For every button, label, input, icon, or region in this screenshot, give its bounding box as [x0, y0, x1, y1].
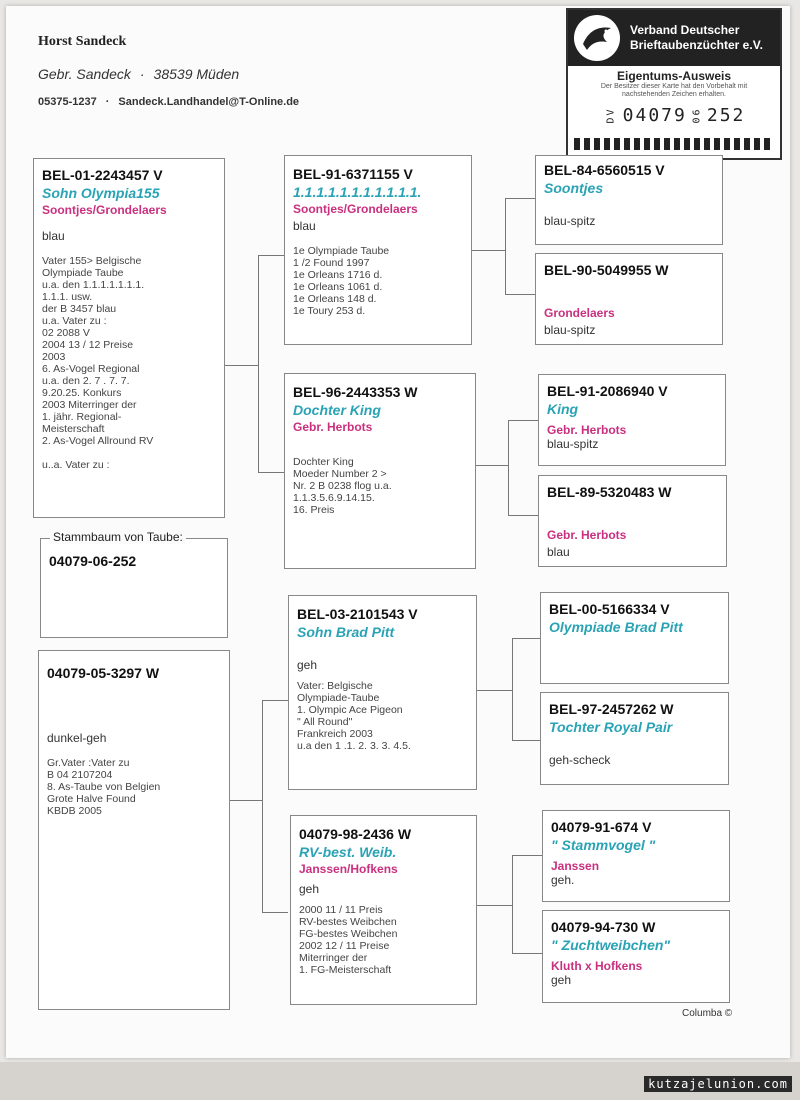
mmm-color: geh [551, 973, 572, 987]
mfm-color: geh-scheck [549, 753, 611, 767]
fm-card [284, 373, 476, 569]
owner-name: Horst Sandeck [38, 34, 127, 49]
mff-ring: BEL-00-5166334 V [549, 601, 670, 617]
badge-org-line2: Brieftaubenzüchter e.V. [630, 38, 763, 52]
owner-contact: 05375-1237 · Sandeck.Landhandel@T-Online.de [38, 96, 300, 108]
connector [477, 905, 512, 906]
connector [262, 700, 263, 912]
fmm-breeder: Gebr. Herbots [547, 528, 627, 542]
connector [505, 198, 535, 199]
connector [512, 638, 540, 639]
badge-ring-number [568, 105, 780, 126]
connector [262, 700, 288, 701]
connector [512, 855, 542, 856]
ff-notes: 1e Olympiade Taube 1 /2 Found 1997 1e Orleans 1716 d. 1e Orleans 1061 d. 1e Orleans 148 d. 1e Toury 253 d. [293, 245, 390, 317]
connector [512, 855, 513, 953]
fm-ring: BEL-96-2443353 W [293, 384, 418, 400]
father-notes: Vater 155> Belgische Olympiade Taube u.a. den 1.1.1.1.1.1.1. 1.1.1. usw. der B 3457 blau u.a. Vater zu : 02 2088 V 2004 13 / 12 Preise 2003 6. As-Vogel Regional u.a. den 2. 7 . 7. 7. 9.20.25. Konkurs 2003 Miterringer der 1. jähr. Regional- Meisterschaft 2. As-Vogel Allround RV u..a. Vater zu : [42, 255, 154, 471]
connector [505, 294, 535, 295]
father-color: blau [42, 229, 65, 243]
fm-name: Dochter King [293, 402, 381, 418]
connector [512, 953, 542, 954]
connector [512, 740, 540, 741]
connector [258, 255, 259, 472]
subject-card [40, 538, 228, 638]
fmm-card [538, 475, 727, 567]
ffm-ring: BEL-90-5049955 W [544, 262, 669, 278]
mother-ring: 04079-05-3297 W [47, 665, 160, 681]
ff-card [284, 155, 472, 345]
mf-card [288, 595, 477, 790]
mother-notes: Gr.Vater :Vater zu B 04 2107204 8. As-Taube von Belgien Grote Halve Found KBDB 2005 [47, 757, 161, 817]
father-card [33, 158, 225, 518]
mm-notes: 2000 11 / 11 Preis RV-bestes Weibchen FG-bestes Weibchen 2002 12 / 11 Preise Miterringer der 1. FG-Meisterschaft [299, 904, 398, 976]
connector [225, 365, 258, 366]
ff-ring: BEL-91-6371155 V [293, 166, 413, 182]
fff-name: Soontjes [544, 180, 604, 196]
fff-ring: BEL-84-6560515 V [544, 162, 665, 178]
connector [258, 255, 284, 256]
owner-company: Gebr. Sandeck [38, 66, 131, 82]
fff-card [535, 155, 723, 245]
connector [472, 250, 505, 251]
ff-name: 1.1.1.1.1.1.1.1.1.1.1. [293, 184, 422, 200]
connector [258, 472, 284, 473]
owner-email[interactable]: Sandeck.Landhandel@T-Online.de [118, 96, 300, 108]
fmm-color: blau [547, 545, 570, 559]
mf-color: geh [297, 658, 318, 672]
mother-card [38, 650, 230, 1010]
ffm-card [535, 253, 723, 345]
connector [508, 515, 538, 516]
mmm-breeder: Kluth x Hofkens [551, 959, 643, 973]
mfm-ring: BEL-97-2457262 W [549, 701, 674, 717]
mm-name: RV-best. Weib. [299, 844, 397, 860]
ff-breeder: Soontjes/Grondelaers [293, 202, 418, 216]
badge-description: Der Besitzer dieser Karte hat den Vorbehalt mit nachstehenden Zeichen erhalten. [600, 83, 748, 98]
connector [508, 420, 538, 421]
badge-org-line1: Verband Deutscher [630, 23, 740, 37]
owner-phone: 05375-1237 [38, 96, 97, 108]
connector [262, 912, 288, 913]
connector [477, 690, 512, 691]
mff-card [540, 592, 729, 684]
badge-header [568, 10, 780, 66]
father-name: Sohn Olympia155 [42, 185, 160, 201]
connector [512, 638, 513, 740]
site-watermark: kutzajelunion.com [644, 1076, 792, 1092]
mmf-ring: 04079-91-674 V [551, 819, 652, 835]
fmf-breeder: Gebr. Herbots [547, 423, 627, 437]
mmm-name: " Zuchtweibchen" [551, 937, 671, 953]
mmm-card [542, 910, 730, 1003]
mm-card [290, 815, 477, 1005]
fff-color: blau-spitz [544, 214, 596, 228]
ffm-color: blau-spitz [544, 323, 596, 337]
ff-color: blau [293, 219, 316, 233]
mmm-ring: 04079-94-730 W [551, 919, 656, 935]
badge-ring: 252 [706, 105, 746, 126]
mm-ring: 04079-98-2436 W [299, 826, 412, 842]
mmf-card [542, 810, 730, 902]
fmf-color: blau-spitz [547, 437, 599, 451]
subject-ring: 04079-06-252 [49, 553, 137, 569]
connector [475, 465, 508, 466]
fm-breeder: Gebr. Herbots [293, 420, 373, 434]
mfm-name: Tochter Royal Pair [549, 719, 673, 735]
mother-color: dunkel-geh [47, 731, 107, 745]
connector [508, 420, 509, 515]
mmf-name: " Stammvogel " [551, 837, 656, 853]
mmf-breeder: Janssen [551, 859, 600, 873]
mf-name: Sohn Brad Pitt [297, 624, 395, 640]
badge-title: Eigentums-Ausweis [616, 69, 732, 83]
father-ring: BEL-01-2243457 V [42, 167, 163, 183]
connector [230, 800, 262, 801]
badge-club: 04079 [622, 105, 687, 126]
subject-label: Stammbaum von Taube: [50, 530, 186, 544]
mm-color: geh [299, 882, 320, 896]
fmm-ring: BEL-89-5320483 W [547, 484, 672, 500]
ffm-breeder: Grondelaers [544, 306, 615, 320]
mfm-card [540, 692, 729, 785]
mm-breeder: Janssen/Hofkens [299, 862, 398, 876]
fmf-card [538, 374, 726, 466]
footer-brand: Columba © [682, 1008, 733, 1019]
ownership-card [566, 8, 782, 160]
connector [505, 198, 506, 294]
pigeon-logo-icon [574, 15, 620, 61]
father-breeder: Soontjes/Grondelaers [42, 203, 167, 217]
badge-dv: DV [605, 107, 617, 124]
mmf-color: geh. [551, 873, 575, 887]
fm-notes: Dochter King Moeder Number 2 > Nr. 2 B 0238 flog u.a. 1.1.3.5.6.9.14.15. 16. Preis [293, 456, 392, 516]
owner-city: 38539 Müden [153, 66, 240, 82]
badge-pattern [574, 138, 774, 150]
owner-address: Gebr. Sandeck · 38539 Müden [38, 66, 240, 82]
badge-year: 06 [691, 107, 703, 124]
fmf-ring: BEL-91-2086940 V [547, 383, 668, 399]
mf-ring: BEL-03-2101543 V [297, 606, 418, 622]
mff-name: Olympiade Brad Pitt [549, 619, 683, 635]
mf-notes: Vater: Belgische Olympiade-Taube 1. Olympic Ace Pigeon " All Round" Frankreich 2003 u.a den 1 .1. 2. 3. 3. 4.5. [297, 680, 411, 752]
fmf-name: King [547, 401, 579, 417]
